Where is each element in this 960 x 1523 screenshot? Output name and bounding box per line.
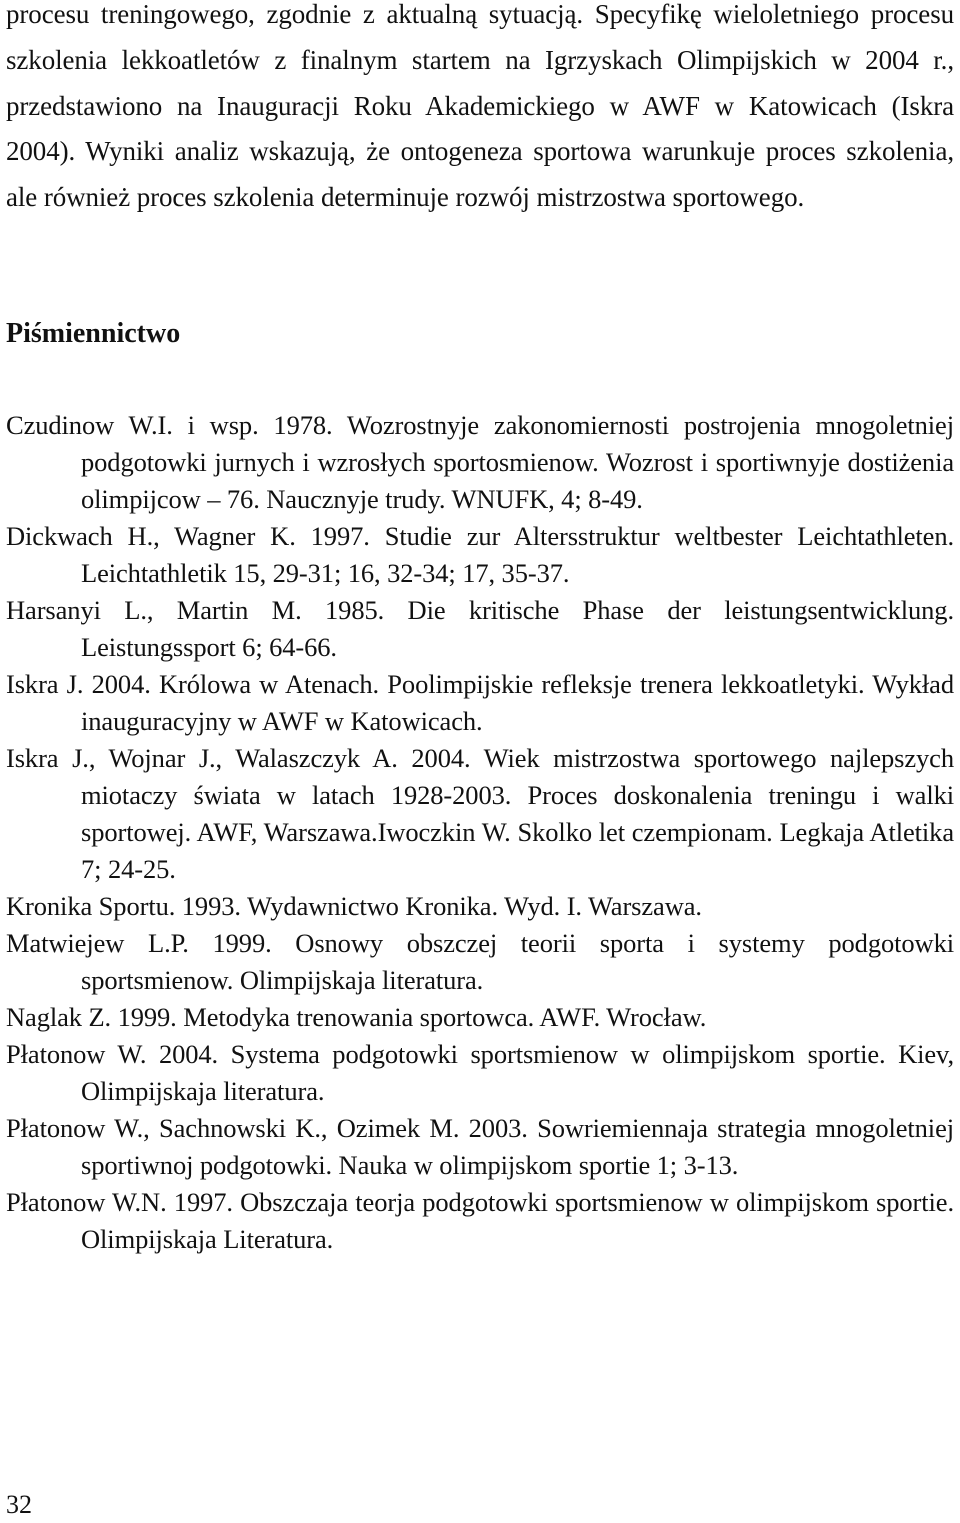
reference-entry: Matwiejew L.P. 1999. Osnowy obszczej teorii sporta i systemy podgotowki sportsmienow. Olimpijskaja literatura.: [6, 927, 954, 995]
reference-entry: Czudinow W.I. i wsp. 1978. Wozrostnyje zakonomiernosti postrojenia mnogoletniej podgotowki jurnych i wzrosłych sportosmienow. Wozrost i sportiwnyje dostiżenia olimpijcow – 76. Naucznyje trudy. WNUFK, 4; 8-49.: [6, 409, 954, 514]
reference-entry: Płatonow W., Sachnowski K., Ozimek M. 2003. Sowriemiennaja strategia mnogoletniej sportiwnoj podgotowki. Nauka w olimpijskom sportie 1; 3-13.: [6, 1112, 954, 1180]
bibliography-heading: Piśmiennictwo: [6, 317, 181, 349]
reference-entry: Płatonow W. 2004. Systema podgotowki sportsmienow w olimpijskom sportie. Kiev, Olimpijskaja literatura.: [6, 1038, 954, 1106]
page-number: 32: [6, 1490, 32, 1519]
reference-list: [6, 407, 954, 1258]
reference-entry: Iskra J. 2004. Królowa w Atenach. Poolimpijskie refleksje trenera lekkoatletyki. Wykład inauguracyjny w AWF w Katowicach.: [6, 668, 954, 736]
reference-entry: Iskra J., Wojnar J., Walaszczyk A. 2004. Wiek mistrzostwa sportowego najlepszych miotaczy świata w latach 1928-2003. Proces doskonalenia treningu i walki sportowej. AWF, Warszawa.Iwoczkin W. Skolko let czempionam. Legkaja Atletika 7; 24-25.: [6, 742, 954, 884]
reference-entry: Kronika Sportu. 1993. Wydawnictwo Kronika. Wyd. I. Warszawa.: [6, 890, 702, 921]
reference-entry: Płatonow W.N. 1997. Obszczaja teorja podgotowki sportsmienow w olimpijskom sportie. Olimpijskaja Literatura.: [6, 1186, 954, 1254]
reference-entry: Harsanyi L., Martin M. 1985. Die kritische Phase der leistungsentwicklung. Leistungssport 6; 64-66.: [6, 594, 954, 662]
body-paragraph: procesu treningowego, zgodnie z aktualną sytuacją. Specyfikę wieloletniego procesu szkolenia lekkoatletów z finalnym startem na Igrzyskach Olimpijskich w 2004 r., przedstawiono na Inauguracji Roku Akademickiego w AWF w Katowicach (Iskra 2004). Wyniki analiz wskazują, że ontogeneza sportowa warunkuje proces szkolenia, ale również proces szkolenia determinuje rozwój mistrzostwa sportowego.: [6, 0, 954, 213]
reference-entry: Dickwach H., Wagner K. 1997. Studie zur Altersstruktur weltbester Leichtathleten. Leichtathletik 15, 29-31; 16, 32-34; 17, 35-37.: [6, 520, 954, 588]
reference-entry: Naglak Z. 1999. Metodyka trenowania sportowca. AWF. Wrocław.: [6, 1001, 707, 1032]
page-content: [6, 0, 954, 1258]
